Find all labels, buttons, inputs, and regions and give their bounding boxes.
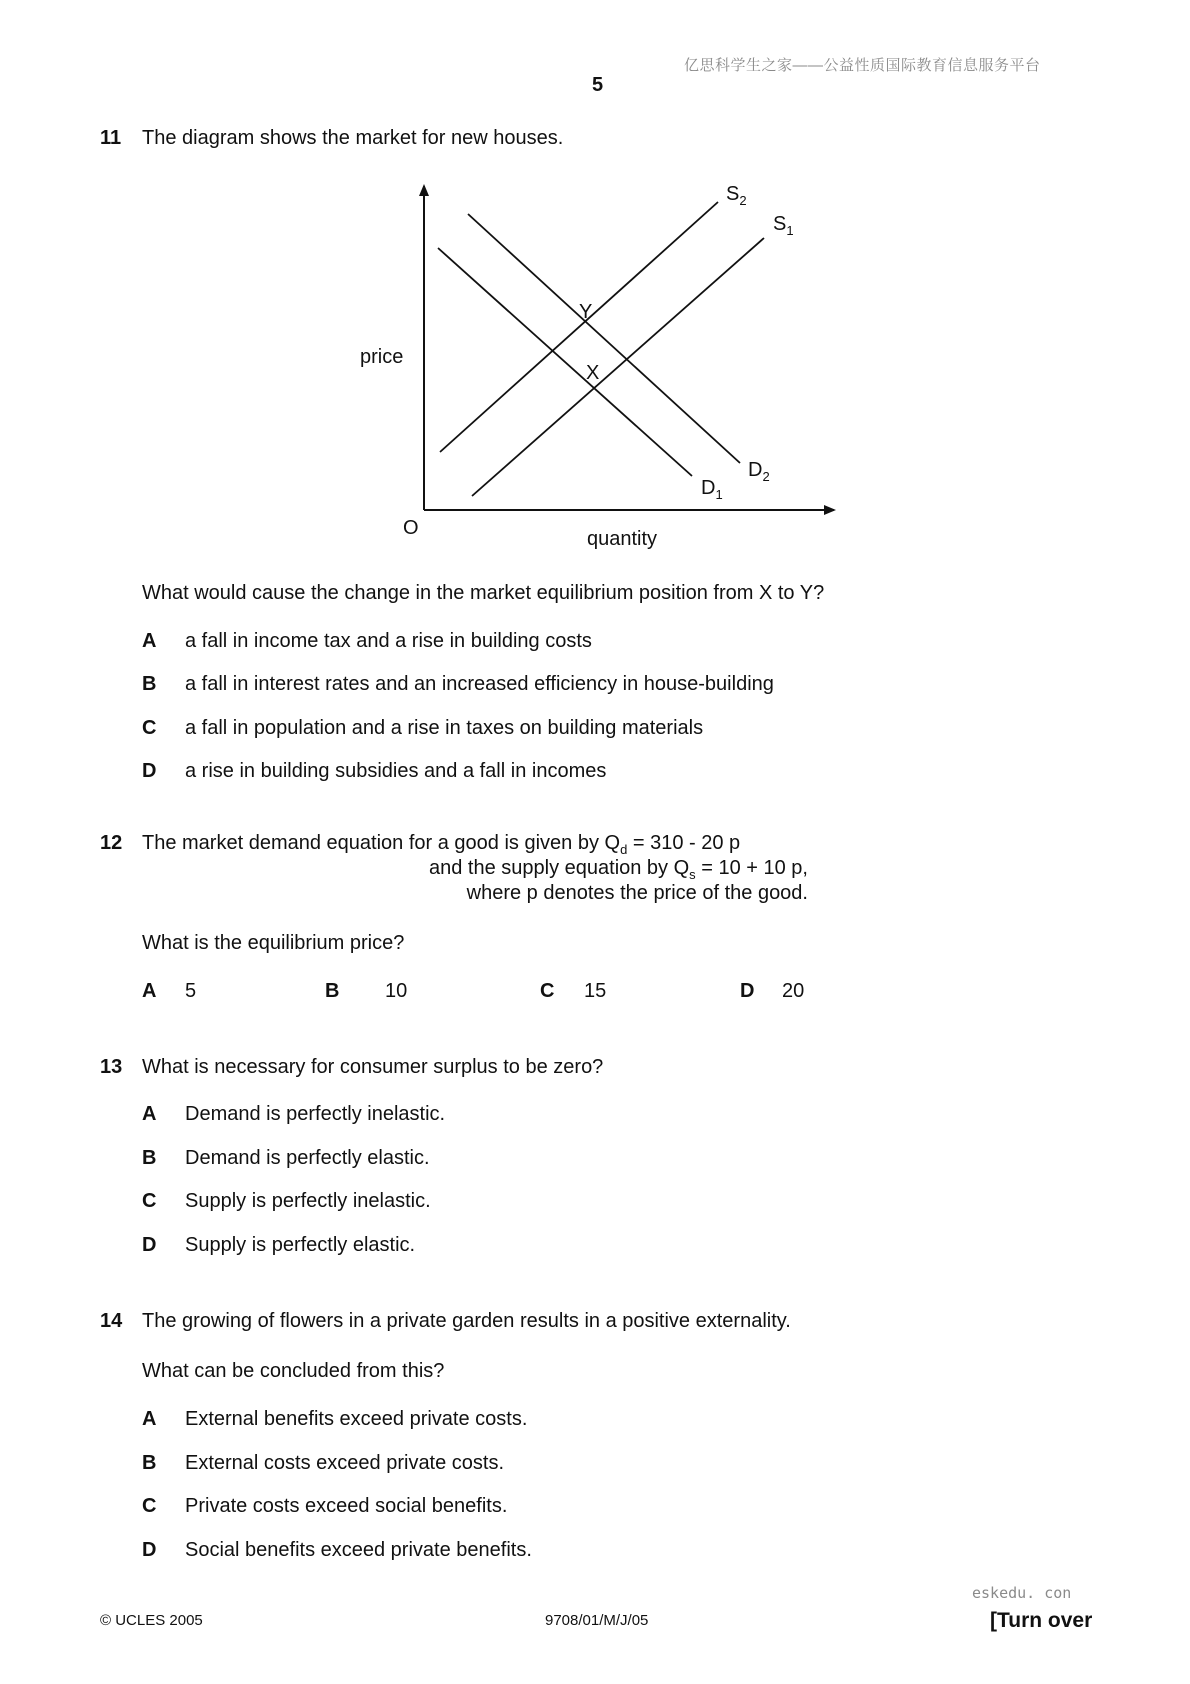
footer-paper-code: 9708/01/M/J/05 bbox=[545, 1612, 649, 1629]
q11-option-d-text: a rise in building subsidies and a fall in incomes bbox=[185, 760, 607, 782]
supply-demand-diagram bbox=[350, 170, 850, 560]
q12-option-d-text: 20 bbox=[782, 980, 805, 1002]
x-axis-label: quantity bbox=[587, 528, 658, 550]
page-number: 5 bbox=[592, 74, 604, 96]
q11-option-d-letter: D bbox=[142, 760, 157, 782]
question-14-number: 14 bbox=[100, 1310, 123, 1332]
q14-option-a-text: External benefits exceed private costs. bbox=[185, 1408, 528, 1430]
question-13-stem: What is necessary for consumer surplus to be zero? bbox=[142, 1056, 604, 1078]
q12-option-b-letter: B bbox=[325, 980, 340, 1002]
question-14-prompt: What can be concluded from this? bbox=[142, 1360, 445, 1382]
q12-option-b-text: 10 bbox=[385, 980, 408, 1002]
supply-curve-s2 bbox=[440, 202, 718, 452]
question-12-number: 12 bbox=[100, 832, 123, 854]
q12-option-a-text: 5 bbox=[185, 980, 197, 1002]
question-11-number: 11 bbox=[100, 127, 122, 149]
q14-option-a-letter: A bbox=[142, 1408, 157, 1430]
question-12-prompt: What is the equilibrium price? bbox=[142, 932, 405, 954]
question-12-line-1: The market demand equation for a good is given by $Q_d = 310 - 20$ p bbox=[142, 832, 741, 857]
demand-curve-d1 bbox=[438, 248, 692, 476]
q13-option-b-letter: B bbox=[142, 1147, 157, 1169]
question-11-prompt: What would cause the change in the market equilibrium position from X to Y? bbox=[142, 582, 825, 604]
q11-option-b-letter: B bbox=[142, 673, 157, 695]
footer-site-watermark: eskedu. con bbox=[972, 1584, 1072, 1602]
q12-option-c-letter: C bbox=[540, 980, 555, 1002]
header-watermark: 亿思科学生之家——公益性质国际教育信息服务平台 bbox=[684, 57, 1041, 74]
s2-label: $S_2$ bbox=[726, 183, 747, 208]
q14-option-d-letter: D bbox=[142, 1539, 157, 1561]
q13-option-c-text: Supply is perfectly inelastic. bbox=[185, 1190, 431, 1212]
q13-option-d-text: Supply is perfectly elastic. bbox=[185, 1234, 416, 1256]
q12-option-d-letter: D bbox=[740, 980, 755, 1002]
point-x-label: X bbox=[586, 362, 600, 384]
q14-option-b-letter: B bbox=[142, 1452, 157, 1474]
q14-option-c-letter: C bbox=[142, 1495, 157, 1517]
q11-option-a-letter: A bbox=[142, 630, 157, 652]
q13-option-d-letter: D bbox=[142, 1234, 157, 1256]
d2-label: $D_2$ bbox=[748, 459, 770, 484]
q14-option-c-text: Private costs exceed social benefits. bbox=[185, 1495, 508, 1517]
point-y-label: Y bbox=[579, 301, 593, 323]
q13-option-b-text: Demand is perfectly elastic. bbox=[185, 1147, 430, 1169]
origin-label: O bbox=[403, 517, 419, 539]
q11-option-c-letter: C bbox=[142, 717, 157, 739]
d1-label: $D_1$ bbox=[701, 477, 723, 502]
q12-option-c-text: 15 bbox=[584, 980, 607, 1002]
question-14-stem: The growing of flowers in a private garden results in a positive externality. bbox=[142, 1310, 791, 1332]
q13-option-a-text: Demand is perfectly inelastic. bbox=[185, 1103, 446, 1125]
question-12-line-2: and the supply equation by $Q_s = 10 + 10$ p, bbox=[428, 857, 808, 882]
footer-turn-over: [Turn over bbox=[990, 1609, 1093, 1632]
q11-option-b-text: a fall in interest rates and an increased efficiency in house-building bbox=[185, 673, 774, 695]
question-13-number: 13 bbox=[100, 1056, 123, 1078]
q14-option-d-text: Social benefits exceed private benefits. bbox=[185, 1539, 532, 1561]
y-axis-label: price bbox=[360, 346, 404, 368]
demand-curve-d2 bbox=[468, 214, 740, 463]
q13-option-a-letter: A bbox=[142, 1103, 157, 1125]
question-12-line-3: where p denotes the price of the good. bbox=[466, 882, 808, 904]
q14-option-b-text: External costs exceed private costs. bbox=[185, 1452, 505, 1474]
q11-option-a-text: a fall in income tax and a rise in building costs bbox=[185, 630, 592, 652]
s1-label: $S_1$ bbox=[773, 213, 794, 238]
q13-option-c-letter: C bbox=[142, 1190, 157, 1212]
supply-curve-s1 bbox=[472, 238, 764, 496]
q11-option-c-text: a fall in population and a rise in taxes on building materials bbox=[185, 717, 704, 739]
q12-option-a-letter: A bbox=[142, 980, 157, 1002]
question-11-stem: The diagram shows the market for new houses. bbox=[142, 127, 564, 149]
footer-copyright: © UCLES 2005 bbox=[100, 1612, 203, 1629]
